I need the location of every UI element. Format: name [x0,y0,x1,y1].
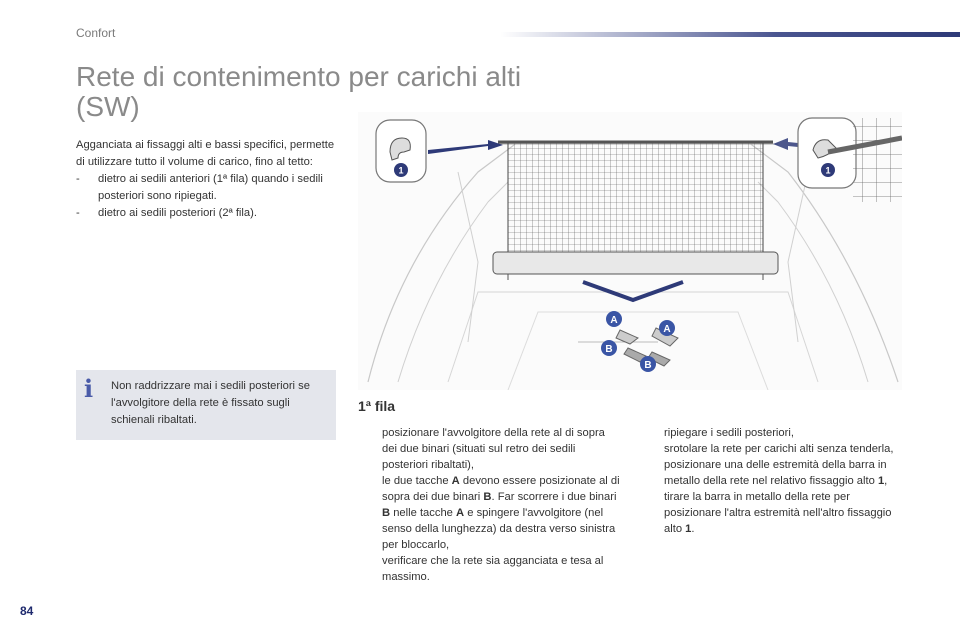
info-note-text: Non raddrizzare mai i sedili posteriori se l'avvolgitore della rete è fissato sugli schienali ribaltati. [111,380,310,426]
instructions-column-2 [642,425,907,537]
instruction-item: posizionare una delle estremità della barra in metallo della rete nel relativo fissaggio alto 1, [664,459,888,487]
instruction-item: ripiegare i sedili posteriori, [664,427,794,439]
intro-item: - dietro ai sedili posteriori (2ª fila). [76,205,336,222]
info-note [76,370,336,440]
intro-text: Agganciata ai fissaggi alti e bassi specifici, permette di utilizzare tutto il volume di carico, fino al tetto: [76,139,335,168]
intro-list [76,171,336,222]
section-label: Confort [76,26,116,40]
instruction-item: verificare che la rete sia agganciata e tesa al massimo. [382,555,604,583]
header-bar [500,32,960,37]
instruction-item: tirare la barra in metallo della rete per posizionare l'altra estremità nell'altro fissaggio alto 1. [664,491,892,535]
callout-A-right: A [663,324,671,335]
page-title: Rete di contenimento per carichi alti (SW) [76,61,522,122]
callout-B-right: B [644,360,652,371]
callout-1-left: 1 [398,165,404,176]
instruction-item: le due tacche A devono essere posizionate al di sopra dei due binari B. Far scorrere i due binari B nelle tacche A e spingere l'avvolgitore (nel senso della lunghezza) da destra verso sinistra per bloccarlo, [382,475,620,551]
instructions-column-1 [360,425,622,585]
cargo-net-illustration [358,112,902,390]
section-heading: 1ª fila [358,398,396,414]
instruction-item: srotolare la rete per carichi alti senza tenderla, [664,443,894,455]
callout-1-right: 1 [825,165,831,176]
callout-A-left: A [610,315,618,326]
cargo-net-drawing [358,112,902,390]
instruction-item: posizionare l'avvolgitore della rete al di sopra dei due binari (situati sul retro dei sedili posteriori ribaltati), [382,427,605,471]
page-number: 84 [20,604,34,618]
callout-B-left: B [605,344,613,355]
info-icon: i [84,374,94,403]
intro-block [76,137,336,222]
intro-item: - dietro ai sedili anteriori (1ª fila) quando i sedili posteriori sono ripiegati. [76,171,336,205]
